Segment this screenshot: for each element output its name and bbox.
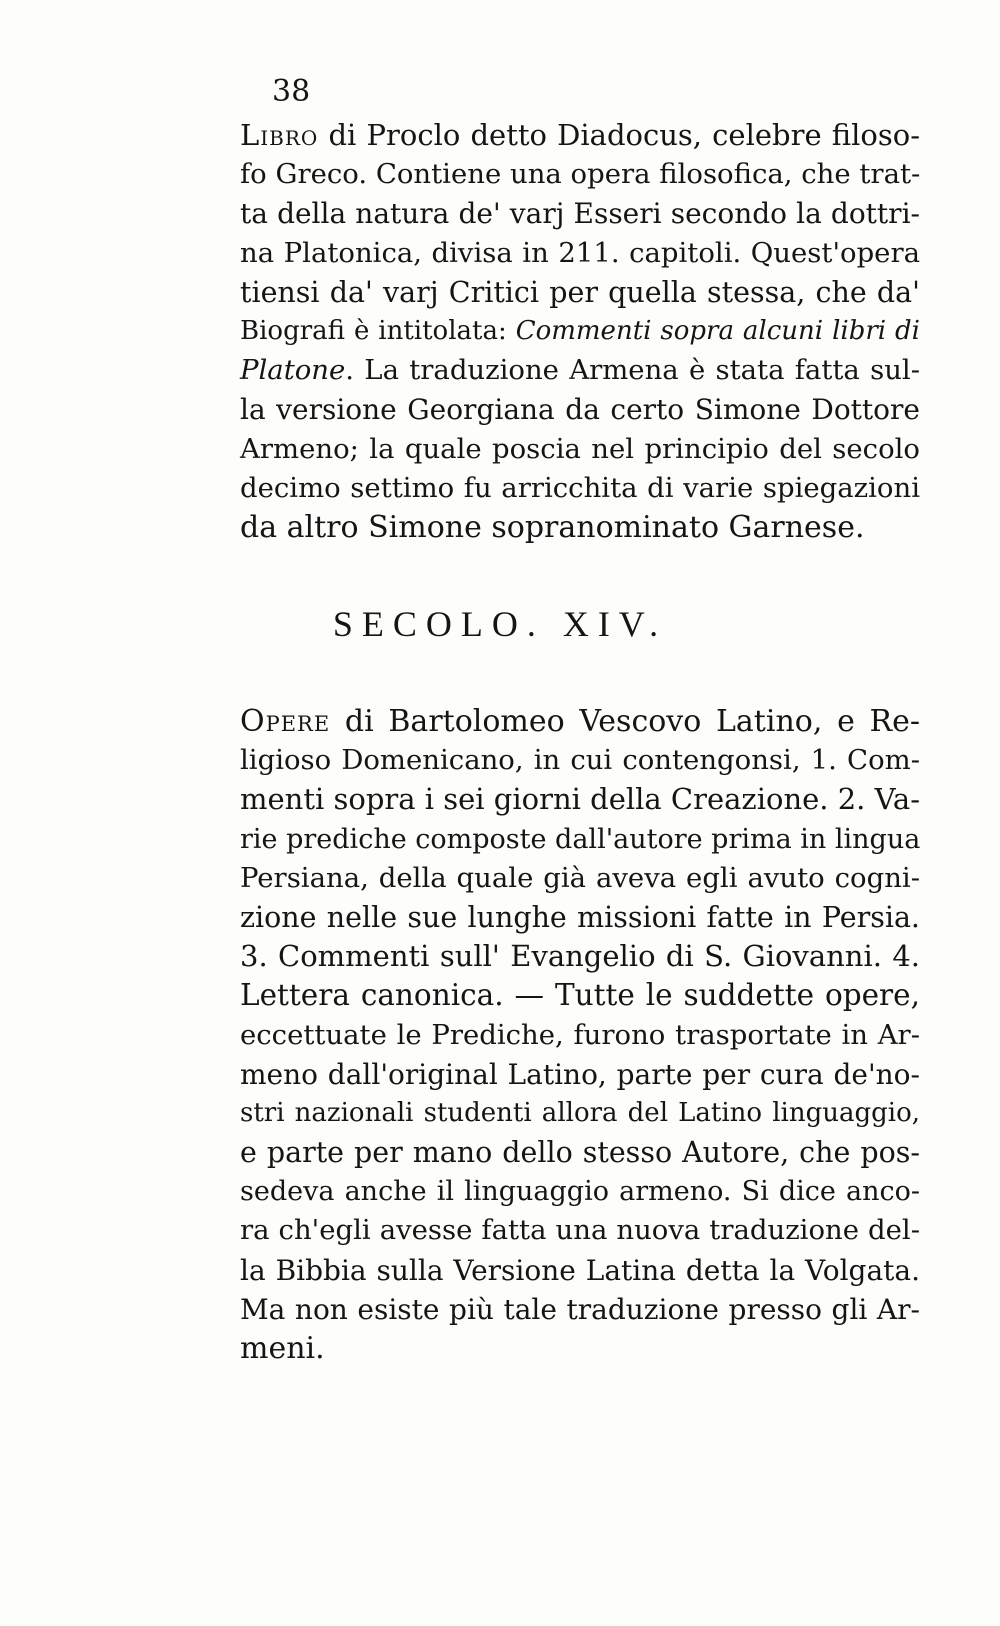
page-number: 38 xyxy=(272,74,311,109)
line-text: . La traduzione Armena è stata fatta sul- xyxy=(345,354,920,387)
text-line xyxy=(240,702,920,741)
text-line: ligioso Domenicano, in cui contengonsi, 1. Com- xyxy=(240,744,920,777)
text-line: fo Greco. Contiene una opera filosofica, che trat- xyxy=(240,158,921,191)
text-line xyxy=(240,116,920,155)
line-text: di Proclo detto Diadocus, celebre filoso- xyxy=(318,118,920,152)
italic-title: Commenti sopra alcuni libri di xyxy=(515,315,921,346)
text-line: Persiana, della quale già aveva egli avuto cogni- xyxy=(240,861,920,894)
text-line xyxy=(240,312,920,351)
text-line: meno dall'original Latino, parte per cura de'no- xyxy=(240,1057,920,1091)
text-line: tiensi da' varj Critici per quella stessa, che da' xyxy=(240,275,920,309)
text-line: decimo settimo fu arricchita di varie spiegazioni xyxy=(240,471,920,504)
text-line: na Platonica, divisa in 211. capitoli. Quest'opera xyxy=(240,236,920,269)
line-text: Biografi è intitolata: xyxy=(240,315,516,346)
text-line: la Bibbia sulla Versione Latina detta la Volgata. xyxy=(240,1253,920,1287)
text-line: ra ch'egli avesse fatta una nuova traduzione del- xyxy=(240,1214,920,1247)
text-line: e parte per mano dello stesso Autore, che pos- xyxy=(240,1136,920,1170)
text-line: la versione Georgiana da certo Simone Dottore xyxy=(240,393,920,427)
line-text: di Bartolomeo Vescovo Latino, e Re- xyxy=(330,704,920,739)
section-heading: SECOLO. XIV. xyxy=(332,604,668,644)
text-line: 3. Commenti sull' Evangelio di S. Giovanni. 4. xyxy=(240,939,920,974)
text-line: Ma non esiste più tale traduzione presso gli Ar- xyxy=(240,1292,920,1326)
entry-proclus xyxy=(240,116,920,547)
entry-bartolomeo xyxy=(240,702,920,1368)
italic-title: Platone xyxy=(240,354,346,387)
text-line: eccettuate le Prediche, furono trasportate in Ar- xyxy=(240,1018,920,1051)
text-line: da altro Simone sopranominato Garnese. xyxy=(240,509,865,545)
text-line: zione nelle sue lunghe missioni fatte in Persia. xyxy=(240,900,920,934)
text-line xyxy=(240,351,920,390)
text-line: stri nazionali studenti allora del Latino linguaggio, xyxy=(240,1097,920,1128)
text-line: Armeno; la quale poscia nel principio del secolo xyxy=(240,432,920,465)
text-line: Lettera canonica. — Tutte le suddette opere, xyxy=(240,978,920,1013)
lead-word: Libro xyxy=(240,118,319,152)
text-line: meni. xyxy=(240,1331,325,1366)
text-line: sedeva anche il linguaggio armeno. Si dice anco- xyxy=(240,1176,920,1208)
lead-word: Opere xyxy=(240,704,331,739)
text-line: ta della natura de' varj Esseri secondo la dottri- xyxy=(240,197,920,231)
text-line: menti sopra i sei giorni della Creazione. 2. Va- xyxy=(240,782,920,817)
text-line: rie prediche composte dall'autore prima in lingua xyxy=(240,823,921,855)
